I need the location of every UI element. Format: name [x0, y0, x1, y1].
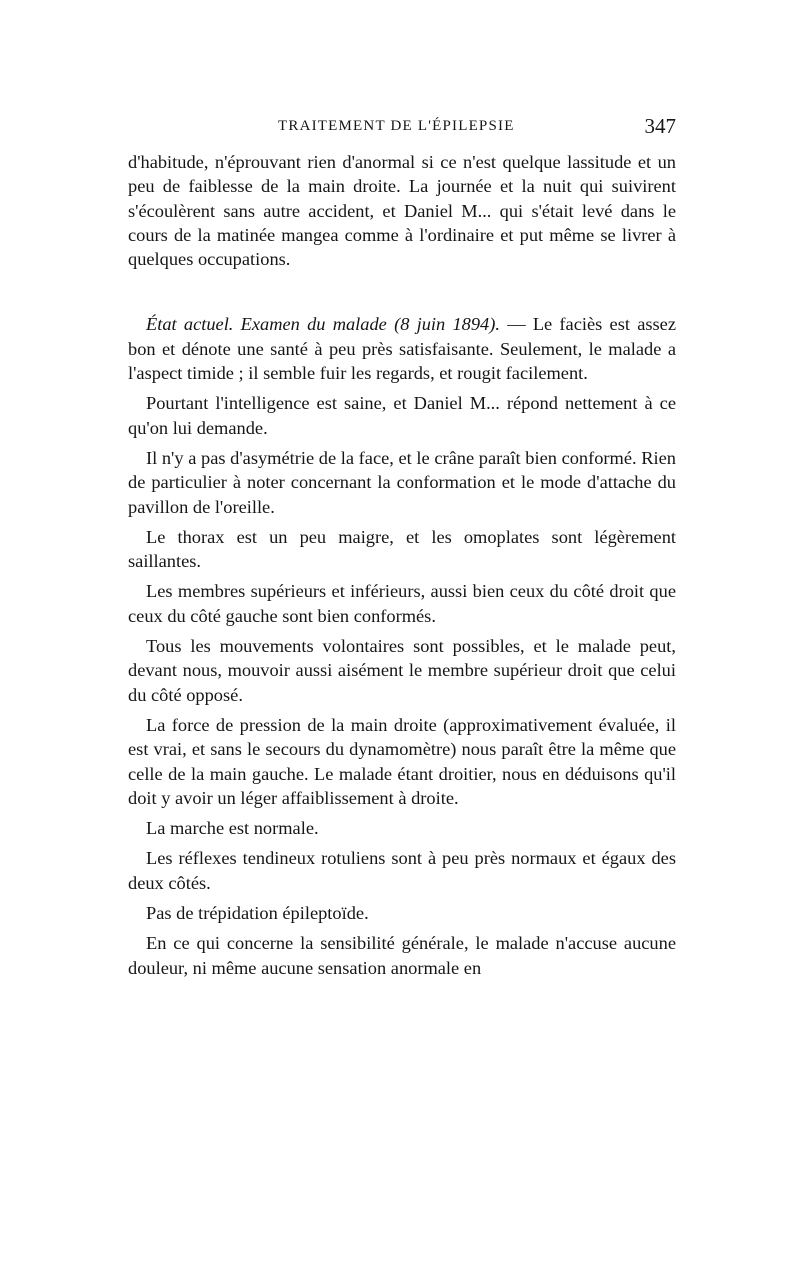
paragraph-thorax: Le thorax est un peu maigre, et les omoplates sont légèrement saillantes. [128, 526, 676, 572]
section-heading-italic: État actuel. Examen du malade (8 juin 1894). [146, 314, 500, 335]
paragraph-trepidation: Pas de trépidation épileptoïde. [146, 903, 369, 924]
paragraph-marche: La marche est normale. [146, 818, 319, 839]
paragraph-sensibilite: En ce qui concerne la sensibilité générale, le malade n'accuse aucune douleur, ni même aucune sensation anormale en [128, 933, 676, 978]
paragraph-intelligence: Pourtant l'intelligence est saine, et Daniel M... répond nettement à ce qu'on lui demande. [128, 393, 676, 438]
running-title: TRAITEMENT DE L'ÉPILEPSIE [278, 118, 515, 134]
paragraph-continuation: d'habitude, n'éprouvant rien d'anormal si ce n'est quelque lassitude et un peu de faiblesse de la main droite. La journée et la nuit qui suivirent s'écoulèrent sans autre accident, et Daniel M... qui s'était levé dans le cours de la matinée mangea comme à l'ordinaire et put même se livrer à quelques occupations. [128, 152, 676, 270]
paragraph-force-pression: La force de pression de la main droite (approximativement évaluée, il est vrai, et sans le secours du dynamomètre) nous paraît être la même que celle de la main gauche. Le malade étant droitier, nous en déduisons qu'il doit y avoir un léger affaiblissement à droite. [128, 714, 676, 808]
paragraph-mouvements: Tous les mouvements volontaires sont possibles, et le malade peut, devant nous, mouvoir aussi aisément le membre supérieur droit que celui du côté opposé. [128, 636, 676, 705]
body-text [128, 150, 676, 980]
paragraph-asymetrie: Il n'y a pas d'asymétrie de la face, et le crâne paraît bien conformé. Rien de particulier à noter concernant la conformation et le mode d'attache du pavillon de l'oreille. [128, 447, 676, 517]
paragraph-text: — Le faciès est assez bon et dénote une santé à peu près satisfaisante. Seulement, le malade a l'aspect timide ; il semble fuir les regards, et rougit facilement. [128, 314, 676, 384]
paragraph-reflexes: Les réflexes tendineux rotuliens sont à peu près normaux et égaux des deux côtés. [128, 848, 676, 893]
page-number: 347 [644, 114, 676, 138]
running-head [128, 114, 676, 144]
paragraph-etat-actuel [128, 312, 676, 385]
paragraph-membres: Les membres supérieurs et inférieurs, aussi bien ceux du côté droit que ceux du côté gauche sont bien conformés. [128, 581, 676, 626]
